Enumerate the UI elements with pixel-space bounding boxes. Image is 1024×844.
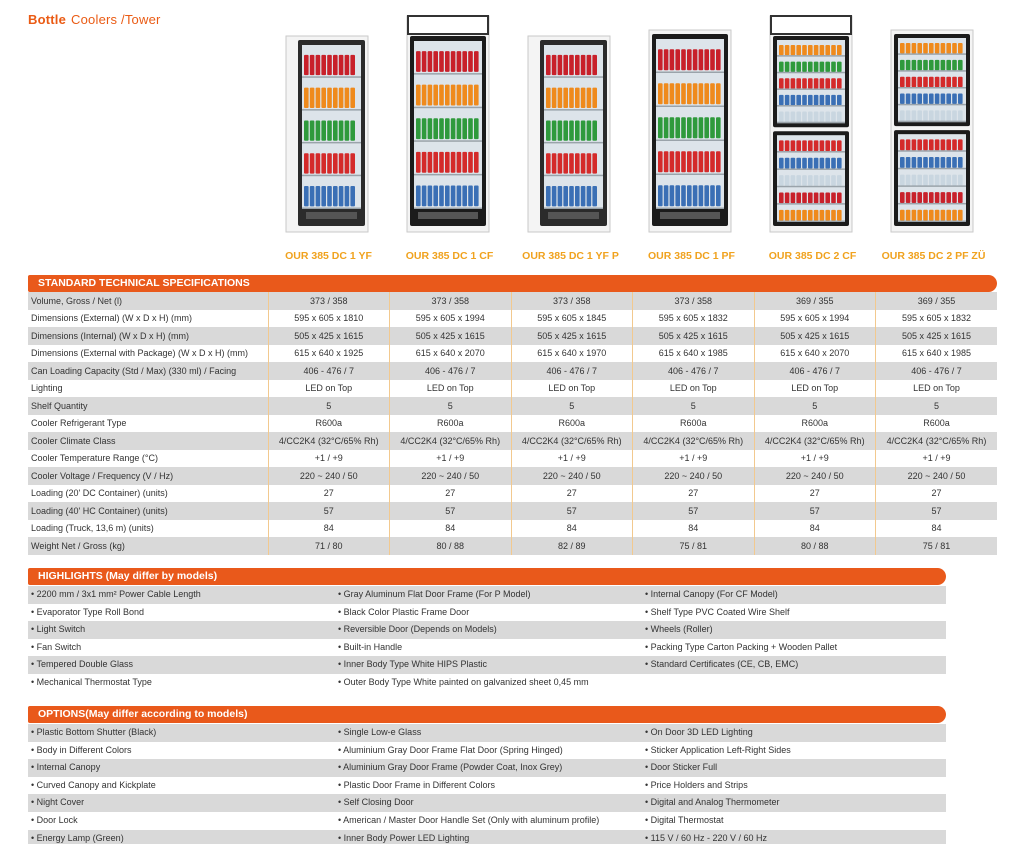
option-item: • Single Low-e Glass xyxy=(338,727,422,737)
spec-row xyxy=(28,485,997,503)
highlight-row xyxy=(28,621,946,639)
cooler-image xyxy=(510,10,631,246)
highlight-item: • Internal Canopy (For CF Model) xyxy=(645,589,778,599)
option-row xyxy=(28,724,946,742)
spec-value: 57 xyxy=(754,502,876,520)
spec-value: 4/CC2K4 (32°C/65% Rh) xyxy=(876,432,998,450)
spec-row xyxy=(28,537,997,555)
model-name: OUR 385 DC 1 CF xyxy=(405,250,494,262)
options-header: OPTIONS(May differ according to models) xyxy=(28,706,946,723)
spec-value: 369 / 355 xyxy=(754,292,876,310)
product-card xyxy=(631,10,752,268)
highlight-item: • Packing Type Carton Packing + Wooden Pallet xyxy=(645,641,838,652)
spec-label: Dimensions (Internal) (W x D x H) (mm) xyxy=(28,327,268,345)
spec-value: 220 ~ 240 / 50 xyxy=(511,467,633,485)
spec-label: Can Loading Capacity (Std / Max) (330 ml) / Facing xyxy=(28,362,268,380)
spec-row xyxy=(28,467,997,485)
highlight-row xyxy=(28,656,946,674)
option-row xyxy=(28,812,946,830)
spec-value: 505 x 425 x 1615 xyxy=(876,327,998,345)
option-item: • Sticker Application Left-Right Sides xyxy=(645,744,791,755)
cooler-canopy xyxy=(771,16,851,34)
spec-value: 5 xyxy=(390,397,512,415)
spec-value: 84 xyxy=(754,520,876,538)
product-card xyxy=(510,10,631,268)
spec-value: 82 / 89 xyxy=(511,537,633,555)
highlight-item: • Mechanical Thermostat Type xyxy=(31,676,152,687)
spec-value: 369 / 355 xyxy=(876,292,998,310)
spec-value: LED on Top xyxy=(876,380,998,398)
spec-value: R600a xyxy=(268,415,390,433)
cooler-grille xyxy=(418,212,478,219)
spec-value: 373 / 358 xyxy=(268,292,390,310)
spec-value: 57 xyxy=(876,502,998,520)
spec-value: 27 xyxy=(633,485,755,503)
spec-value: 373 / 358 xyxy=(390,292,512,310)
highlight-item: • Reversible Door (Depends on Models) xyxy=(338,624,497,635)
spec-label: Dimensions (External with Package) (W x D x H) (mm) xyxy=(28,345,268,363)
spec-value: LED on Top xyxy=(511,380,633,398)
spec-value: 595 x 605 x 1832 xyxy=(876,310,998,328)
spec-value: 615 x 640 x 1985 xyxy=(633,345,755,363)
option-item: • Body in Different Colors xyxy=(31,744,132,755)
specs-header: STANDARD TECHNICAL SPECIFICATIONS xyxy=(28,275,997,292)
option-item: • Energy Lamp (Green) xyxy=(31,832,124,843)
spec-label: Volume, Gross / Net (l) xyxy=(28,292,268,310)
product-card xyxy=(268,10,389,268)
spec-value: +1 / +9 xyxy=(876,450,998,468)
spec-value: 615 x 640 x 1970 xyxy=(511,345,633,363)
spec-value: 5 xyxy=(268,397,390,415)
highlight-item: • Fan Switch xyxy=(31,641,82,652)
spec-value: 505 x 425 x 1615 xyxy=(268,327,390,345)
option-item: • Night Cover xyxy=(31,797,85,808)
spec-value: 595 x 605 x 1994 xyxy=(390,310,512,328)
cooler-image xyxy=(873,10,994,246)
option-item: • Digital Thermostat xyxy=(645,814,724,825)
highlight-item: • Tempered Double Glass xyxy=(31,659,134,670)
spec-row xyxy=(28,432,997,450)
spec-value: +1 / +9 xyxy=(633,450,755,468)
spec-value: 4/CC2K4 (32°C/65% Rh) xyxy=(511,432,633,450)
spec-value: 373 / 358 xyxy=(633,292,755,310)
spec-value: 84 xyxy=(876,520,998,538)
model-name: OUR 385 DC 1 YF xyxy=(285,250,372,262)
spec-row xyxy=(28,292,997,310)
highlight-row xyxy=(28,586,946,604)
spec-value: R600a xyxy=(633,415,755,433)
spec-label: Loading (40' HC Container) (units) xyxy=(28,502,268,520)
spec-value: 615 x 640 x 1985 xyxy=(876,345,998,363)
model-name: OUR 385 DC 2 PF ZÜ xyxy=(881,250,986,262)
cooler-image xyxy=(631,10,752,246)
spec-value: R600a xyxy=(511,415,633,433)
spec-value: 5 xyxy=(633,397,755,415)
spec-label: Dimensions (External) (W x D x H) (mm) xyxy=(28,310,268,328)
options-list xyxy=(28,724,946,844)
spec-value: 406 - 476 / 7 xyxy=(511,362,633,380)
spec-value: LED on Top xyxy=(268,380,390,398)
spec-value: 80 / 88 xyxy=(390,537,512,555)
spec-value: 595 x 605 x 1994 xyxy=(754,310,876,328)
option-item: • Door Sticker Full xyxy=(645,762,718,773)
spec-label: Loading (20' DC Container) (units) xyxy=(28,485,268,503)
cooler-image xyxy=(268,10,389,246)
spec-value: 220 ~ 240 / 50 xyxy=(633,467,755,485)
spec-value: 5 xyxy=(511,397,633,415)
spec-value: 57 xyxy=(511,502,633,520)
spec-value: 80 / 88 xyxy=(754,537,876,555)
highlight-item: • Black Color Plastic Frame Door xyxy=(338,606,470,617)
spec-value: 505 x 425 x 1615 xyxy=(754,327,876,345)
option-item: • Aluminium Gray Door Frame (Powder Coat, Inox Grey) xyxy=(338,762,563,773)
option-item: • Curved Canopy and Kickplate xyxy=(31,779,156,790)
option-item: • Plastic Bottom Shutter (Black) xyxy=(31,727,157,737)
spec-value: 57 xyxy=(268,502,390,520)
option-item: • Aluminium Gray Door Frame Flat Door (Spring Hinged) xyxy=(338,744,563,755)
spec-value: LED on Top xyxy=(754,380,876,398)
spec-value: 406 - 476 / 7 xyxy=(268,362,390,380)
spec-label: Cooler Climate Class xyxy=(28,432,268,450)
spec-label: Loading (Truck, 13,6 m) (units) xyxy=(28,520,268,538)
spec-value: 27 xyxy=(754,485,876,503)
highlight-item: • Built-in Handle xyxy=(338,641,403,652)
spec-value: 505 x 425 x 1615 xyxy=(633,327,755,345)
spec-value: 615 x 640 x 2070 xyxy=(390,345,512,363)
option-item: • Inner Body Power LED Lighting xyxy=(338,832,470,843)
spec-value: 27 xyxy=(876,485,998,503)
highlight-item: • Shelf Type PVC Coated Wire Shelf xyxy=(645,606,790,617)
highlight-row xyxy=(28,639,946,657)
spec-value: R600a xyxy=(876,415,998,433)
spec-value: 373 / 358 xyxy=(511,292,633,310)
option-item: • Door Lock xyxy=(31,814,78,825)
spec-value: 57 xyxy=(633,502,755,520)
spec-label: Weight Net / Gross (kg) xyxy=(28,537,268,555)
spec-value: 4/CC2K4 (32°C/65% Rh) xyxy=(390,432,512,450)
option-item: • Internal Canopy xyxy=(31,762,101,773)
spec-value: 4/CC2K4 (32°C/65% Rh) xyxy=(633,432,755,450)
specs-table xyxy=(28,292,997,555)
spec-value: 406 - 476 / 7 xyxy=(876,362,998,380)
spec-value: 615 x 640 x 2070 xyxy=(754,345,876,363)
spec-row xyxy=(28,380,997,398)
spec-value: 84 xyxy=(390,520,512,538)
spec-value: R600a xyxy=(390,415,512,433)
spec-value: 5 xyxy=(876,397,998,415)
spec-value: LED on Top xyxy=(390,380,512,398)
highlight-row xyxy=(28,604,946,622)
spec-value: 27 xyxy=(511,485,633,503)
cooler-grille xyxy=(548,212,599,219)
highlight-item: • 2200 mm / 3x1 mm² Power Cable Length xyxy=(31,589,201,599)
highlight-row xyxy=(28,674,946,692)
option-item: • Price Holders and Strips xyxy=(645,779,748,790)
option-row xyxy=(28,794,946,812)
spec-value: R600a xyxy=(754,415,876,433)
spec-value: 71 / 80 xyxy=(268,537,390,555)
spec-value: 84 xyxy=(633,520,755,538)
spec-value: 75 / 81 xyxy=(633,537,755,555)
spec-value: +1 / +9 xyxy=(390,450,512,468)
spec-row xyxy=(28,327,997,345)
spec-value: LED on Top xyxy=(633,380,755,398)
title-bold: Bottle xyxy=(28,12,67,27)
title-rest: Coolers /Tower xyxy=(71,12,161,27)
cooler-image xyxy=(752,10,873,246)
spec-value: 615 x 640 x 1925 xyxy=(268,345,390,363)
spec-row xyxy=(28,415,997,433)
spec-value: 220 ~ 240 / 50 xyxy=(754,467,876,485)
product-card xyxy=(873,10,994,268)
highlights-list xyxy=(28,586,946,692)
highlight-item: • Wheels (Roller) xyxy=(645,624,713,635)
spec-value: 27 xyxy=(268,485,390,503)
spec-value: 595 x 605 x 1845 xyxy=(511,310,633,328)
spec-label: Cooler Voltage / Frequency (V / Hz) xyxy=(28,467,268,485)
product-gallery xyxy=(268,10,1004,268)
spec-value: 57 xyxy=(390,502,512,520)
option-item: • Digital and Analog Thermometer xyxy=(645,797,780,808)
spec-value: 220 ~ 240 / 50 xyxy=(876,467,998,485)
option-item: • 115 V / 60 Hz - 220 V / 60 Hz xyxy=(645,832,768,843)
option-row xyxy=(28,830,946,844)
spec-label: Lighting xyxy=(28,380,268,398)
spec-row xyxy=(28,502,997,520)
highlight-item: • Inner Body Type White HIPS Plastic xyxy=(338,659,488,670)
spec-value: 406 - 476 / 7 xyxy=(754,362,876,380)
option-row xyxy=(28,759,946,777)
highlight-item: • Evaporator Type Roll Bond xyxy=(31,606,145,617)
spec-value: 84 xyxy=(511,520,633,538)
spec-value: 4/CC2K4 (32°C/65% Rh) xyxy=(754,432,876,450)
spec-value: 220 ~ 240 / 50 xyxy=(390,467,512,485)
cooler-grille xyxy=(306,212,357,219)
cooler-grille xyxy=(660,212,720,219)
product-card xyxy=(752,10,873,268)
spec-value: +1 / +9 xyxy=(268,450,390,468)
option-item: • Plastic Door Frame in Different Colors xyxy=(338,779,496,790)
option-item: • On Door 3D LED Lighting xyxy=(645,727,753,737)
page-title xyxy=(28,12,161,27)
highlight-item: • Light Switch xyxy=(31,624,86,635)
cooler-canopy xyxy=(408,16,488,34)
spec-label: Cooler Temperature Range (°C) xyxy=(28,450,268,468)
spec-value: 220 ~ 240 / 50 xyxy=(268,467,390,485)
spec-value: 406 - 476 / 7 xyxy=(390,362,512,380)
highlight-item: • Outer Body Type White painted on galvanized sheet 0,45 mm xyxy=(338,676,589,687)
spec-row xyxy=(28,520,997,538)
spec-value: 595 x 605 x 1810 xyxy=(268,310,390,328)
spec-row xyxy=(28,397,997,415)
spec-value: 505 x 425 x 1615 xyxy=(511,327,633,345)
spec-value: 505 x 425 x 1615 xyxy=(390,327,512,345)
option-item: • American / Master Door Handle Set (Only with aluminum profile) xyxy=(338,814,600,825)
spec-label: Shelf Quantity xyxy=(28,397,268,415)
spec-value: 406 - 476 / 7 xyxy=(633,362,755,380)
highlight-item: • Standard Certificates (CE, CB, EMC) xyxy=(645,659,799,670)
spec-row xyxy=(28,345,997,363)
spec-value: 84 xyxy=(268,520,390,538)
cooler-image xyxy=(389,10,510,246)
highlights-header: HIGHLIGHTS (May differ by models) xyxy=(28,568,946,585)
model-name: OUR 385 DC 1 YF P xyxy=(522,250,619,262)
spec-value: 75 / 81 xyxy=(876,537,998,555)
spec-row xyxy=(28,450,997,468)
spec-value: 27 xyxy=(390,485,512,503)
spec-value: +1 / +9 xyxy=(511,450,633,468)
option-item: • Self Closing Door xyxy=(338,797,414,808)
highlight-item: • Gray Aluminum Flat Door Frame (For P Model) xyxy=(338,589,531,599)
spec-value: 4/CC2K4 (32°C/65% Rh) xyxy=(268,432,390,450)
model-name: OUR 385 DC 2 CF xyxy=(768,250,857,262)
option-row xyxy=(28,777,946,795)
spec-row xyxy=(28,362,997,380)
model-name: OUR 385 DC 1 PF xyxy=(648,250,735,262)
spec-row xyxy=(28,310,997,328)
spec-label: Cooler Refrigerant Type xyxy=(28,415,268,433)
spec-value: +1 / +9 xyxy=(754,450,876,468)
product-card xyxy=(389,10,510,268)
spec-value: 5 xyxy=(754,397,876,415)
option-row xyxy=(28,742,946,760)
spec-value: 595 x 605 x 1832 xyxy=(633,310,755,328)
